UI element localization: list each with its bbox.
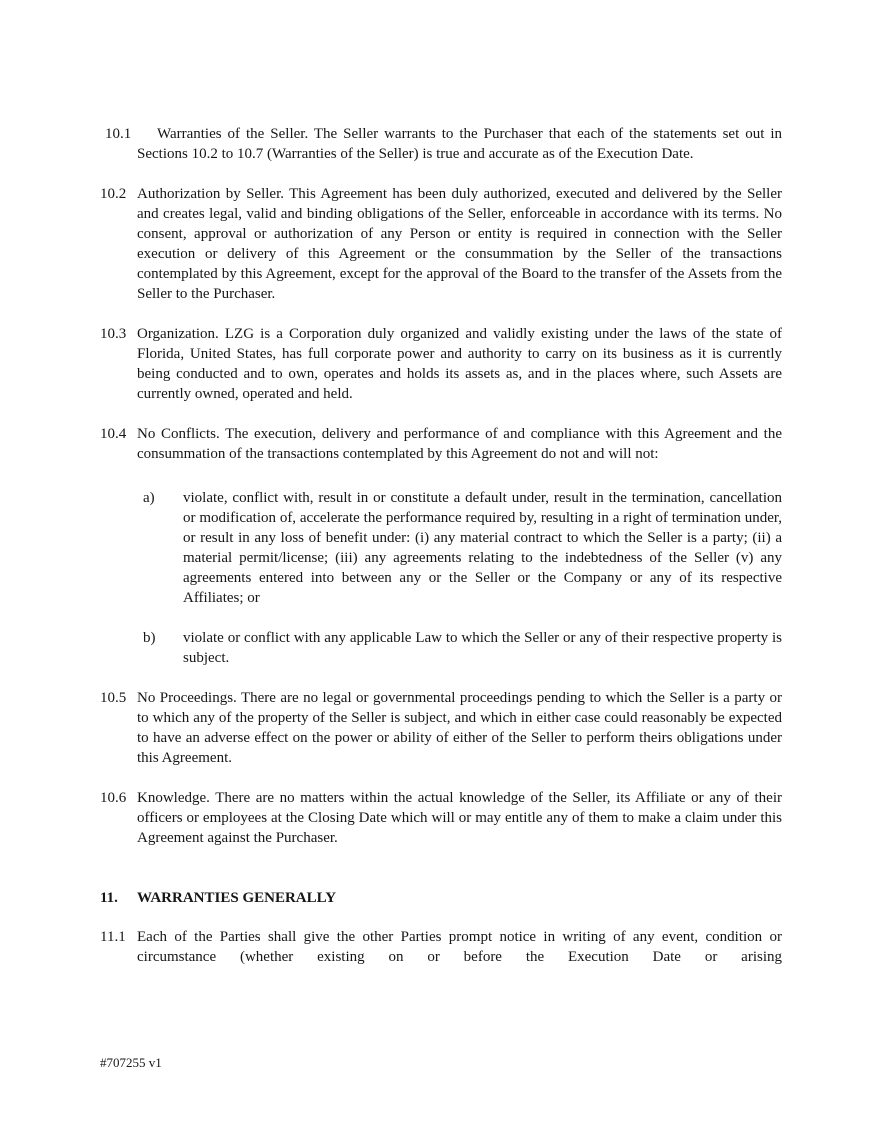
clause-text: Authorization by Seller. This Agreement has been duly authorized, executed and delivered by the Seller and creates legal, valid and binding obligations of the Seller, enforceable in accordance with its terms. No consent, approval or authorization of any Person or entity is required in connection with the Seller execution or delivery of this Agreement or the consummation by the Seller of the transactions contemplated by this Agreement, except for the approval of the Board to the transfer of the Assets from the Seller to the Purchaser. — [137, 186, 782, 302]
clause-text: No Proceedings. There are no legal or governmental proceedings pending to which the Seller is a party or to which any of the property of the Seller is subject, and which in either case could reasonably be expected to have an adverse effect on the power or ability of either of the Seller to perform theirs obligations under this Agreement. — [137, 690, 782, 766]
document-footer-id: #707255 v1 — [100, 1055, 162, 1070]
clause-10-1 — [100, 124, 782, 164]
clause-number: 10.4 — [100, 426, 127, 442]
clause-number: 10.1 — [105, 126, 132, 142]
section-title: WARRANTIES GENERALLY — [137, 890, 337, 906]
document-body — [100, 124, 782, 967]
clause-10-2 — [100, 184, 782, 304]
clause-10-6 — [100, 788, 782, 848]
clause-number: 11.1 — [100, 929, 126, 945]
clause-text: Organization. LZG is a Corporation duly organized and validly existing under the laws of the state of Florida, United States, has full corporate power and authority to carry on its business as it is currently being conducted and to own, operates and holds its assets as, and in the places where, such Assets are currently owned, operated and held. — [137, 326, 782, 402]
clause-number: 10.2 — [100, 186, 127, 202]
subclause-b — [143, 628, 782, 668]
section-heading-11 — [100, 888, 782, 908]
clause-number: 10.5 — [100, 690, 127, 706]
section-number: 11. — [100, 890, 118, 906]
clause-number: 10.6 — [100, 790, 127, 806]
clause-number: 10.3 — [100, 326, 127, 342]
clause-text: Warranties of the Seller. The Seller warrants to the Purchaser that each of the statements set out in Sections 10.2 to 10.7 (Warranties of the Seller) is true and accurate as of the Execution Date. — [137, 126, 782, 162]
subclause-a — [143, 488, 782, 608]
subclause-text: violate or conflict with any applicable Law to which the Seller or any of their respective property is subject. — [183, 630, 782, 666]
clause-10-3 — [100, 324, 782, 404]
clause-text: No Conflicts. The execution, delivery and performance of and compliance with this Agreement and the consummation of the transactions contemplated by this Agreement do not and will not: — [137, 426, 782, 462]
clause-text: Each of the Parties shall give the other Parties prompt notice in writing of any event, condition or circumstance (whether existing on or before the Execution Date or arising — [137, 929, 782, 965]
clause-11-1 — [100, 927, 782, 967]
subclause-marker: a) — [143, 490, 155, 506]
subclause-text: violate, conflict with, result in or constitute a default under, result in the termination, cancellation or modification of, accelerate the performance required by, resulting in a right of termination under, or result in any loss of benefit under: (i) any material contract to which the Seller is a party; (ii) a material permit/license; (iii) any agreements relating to the indebtedness of the Seller (v) any agreements entered into between any or the Seller or the Company or any of its respective Affiliates; or — [183, 490, 782, 606]
clause-10-4 — [100, 424, 782, 464]
subclause-marker: b) — [143, 630, 156, 646]
clause-10-5 — [100, 688, 782, 768]
clause-text: Knowledge. There are no matters within the actual knowledge of the Seller, its Affiliate or any of their officers or employees at the Closing Date which will or may entitle any of them to make a claim under this Agreement against the Purchaser. — [137, 790, 782, 846]
